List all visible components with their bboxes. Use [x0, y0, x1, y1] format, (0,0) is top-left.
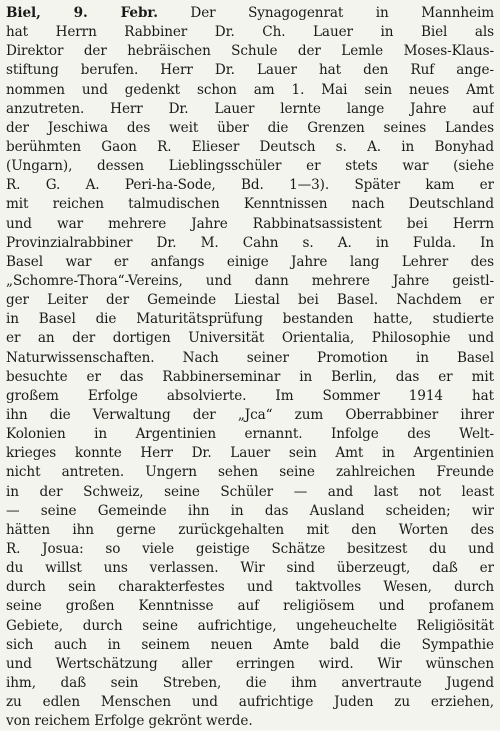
article-line: seine großen Kenntnisse auf religiösem und profanem [6, 598, 494, 615]
article-line: hätten ihn gerne zurückgehalten mit den Worten des [6, 521, 494, 538]
article-line: du willst uns verlassen. Wir sind überzeugt, daß er [6, 560, 494, 577]
article-line: in der Schweiz, seine Schüler — and last not least [6, 483, 494, 500]
dateline: Biel, 9. Febr. [6, 5, 158, 21]
article-line: nicht antreten. Ungern sehen seine zahlreichen Freunde [6, 464, 494, 481]
article-line: Naturwissenschaften. Nach seiner Promotion in Basel [6, 349, 494, 366]
article-line: Basel war er anfangs einige Jahre lang Lehrer des [6, 253, 494, 270]
article-line: Provinzialrabbiner Dr. M. Cahn s. A. in Fulda. In [6, 234, 494, 251]
article-line: und Wertschätzung aller erringen wird. Wir wünschen [6, 655, 494, 672]
article-line: großem Erfolge absolvierte. Im Sommer 1914 hat [6, 387, 494, 404]
article-line: ger Leiter der Gemeinde Liestal bei Basel. Nachdem er [6, 292, 494, 309]
article-line: besuchte er das Rabbinerseminar in Berlin, das er mit [6, 368, 494, 385]
article-line: durch sein charakterfestes und taktvolles Wesen, durch [6, 579, 494, 596]
article-line: von reichem Erfolge gekrönt werde. [6, 713, 253, 730]
article-line: krieges konnte Herr Dr. Lauer sein Amt in Argentinien [6, 445, 494, 462]
article-line: Biel, 9. Febr. Der Synagogenrat in Mannheim [6, 5, 494, 21]
article-line: — seine Gemeinde ihn in das Ausland scheiden; wir [6, 502, 494, 519]
article-line: R. Josua: so viele geistige Schätze besitzest du und [6, 540, 494, 557]
article-line: Gebiete, durch seine aufrichtige, ungeheuchelte Religiösität [6, 617, 494, 634]
article-line: nommen und gedenkt schon am 1. Mai sein neues Amt [6, 81, 494, 98]
article-line: mit reichen talmudischen Kenntnissen nach Deutschland [6, 196, 494, 213]
article-line: R. G. A. Peri-ha-Sode, Bd. 1—3). Später kam er [6, 177, 494, 194]
article-line: Direktor der hebräischen Schule der Lemle Moses-Klaus- [6, 43, 494, 60]
article-line: berühmten Gaon R. Elieser Deutsch s. A. in Bonyhad [6, 138, 494, 155]
article-line: der Jeschiwa des weit über die Grenzen seines Landes [6, 119, 494, 136]
article-line: stiftung berufen. Herr Dr. Lauer hat den Ruf ange- [6, 62, 494, 79]
article-line: anzutreten. Herr Dr. Lauer lernte lange Jahre auf [6, 100, 494, 117]
article-line: zu edlen Menschen und aufrichtige Juden zu erziehen, [6, 694, 494, 711]
article-line: er an der dortigen Universität Orientalia, Philosophie und [6, 330, 494, 347]
article-line: ihm, daß sein Streben, die ihm anvertraute Jugend [6, 674, 494, 691]
article-line: (Ungarn), dessen Lieblingsschüler er stets war (siehe [6, 158, 494, 175]
article-line: in Basel die Maturitätsprüfung bestanden hatte, studierte [6, 311, 494, 328]
article-line: hat Herrn Rabbiner Dr. Ch. Lauer in Biel als [6, 24, 494, 41]
article-line: ihn die Verwaltung der „Jca“ zum Oberrabbiner ihrer [6, 406, 494, 423]
article-body [6, 4, 494, 731]
article-line: Kolonien in Argentinien ernannt. Infolge des Welt- [6, 426, 494, 443]
article-line: und war mehrere Jahre Rabbinatsassistent bei Herrn [6, 215, 494, 232]
article-line: „Schomre-Thora“-Vereins, und dann mehrere Jahre geistl- [6, 272, 494, 289]
article-line: sich auch in seinem neuen Amte bald die Sympathie [6, 636, 494, 653]
